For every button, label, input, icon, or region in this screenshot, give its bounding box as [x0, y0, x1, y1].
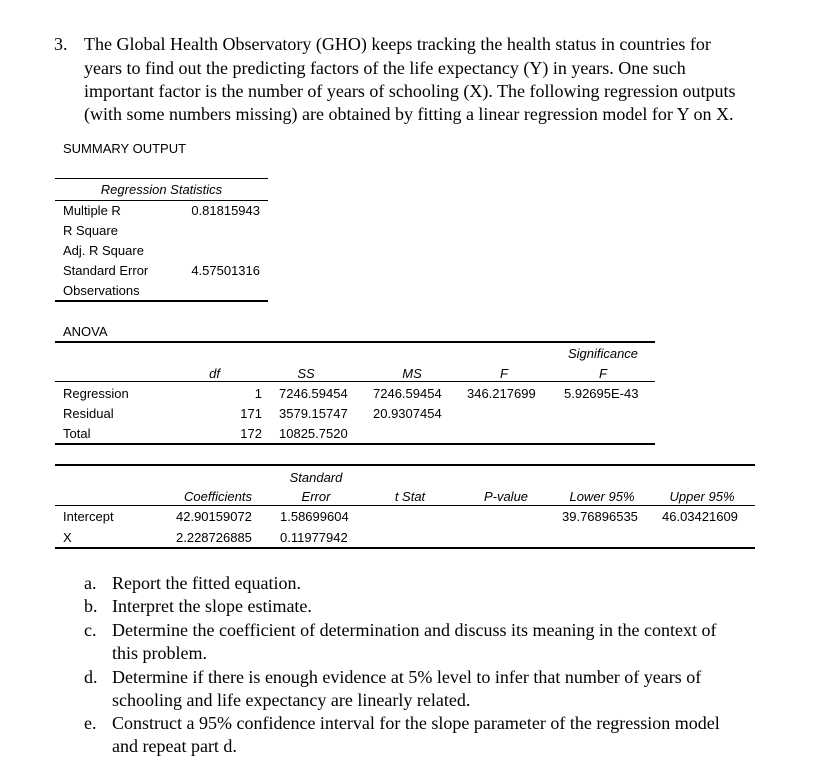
anova-row-label: Residual [63, 406, 114, 421]
anova-row-df: 1 [254, 386, 262, 401]
anova-row-df: 172 [240, 426, 262, 441]
part-letter: a. [84, 573, 97, 593]
part-letter: b. [84, 596, 98, 616]
anova-header-significance: Significance [567, 346, 639, 361]
part-text: Determine the coefficient of determination and discuss its meaning in the context of [112, 620, 717, 640]
anova-title: ANOVA [63, 324, 108, 339]
coef-row-upper-95: 46.03421609 [662, 509, 738, 524]
question-line-1: The Global Health Observatory (GHO) keeps tracking the health status in countries for [84, 34, 711, 54]
coef-header-lower-95: Lower 95% [569, 489, 635, 504]
anova-header-df: df [209, 366, 220, 381]
coef-row-standard-error: 0.11977942 [280, 530, 348, 545]
coef-row-label: Intercept [63, 509, 114, 524]
anova-row-f: 346.217699 [467, 386, 536, 401]
coef-top-rule [55, 464, 755, 466]
question-number: 3. [54, 34, 68, 54]
coef-header-t-stat: t Stat [394, 489, 426, 504]
anova-header-ss: SS [297, 366, 315, 381]
part-text: Interpret the slope estimate. [112, 596, 312, 616]
part-letter: c. [84, 620, 97, 640]
coef-row-lower-95: 39.76896535 [562, 509, 638, 524]
anova-row-significance: 5.92695E-43 [564, 386, 639, 401]
question-line-3: important factor is the number of years of schooling (X). The following regression outputs [84, 81, 736, 101]
regstats-label-adj-r-square: Adj. R Square [63, 243, 144, 258]
anova-header-significance-f: F [599, 366, 607, 381]
part-text: Determine if there is enough evidence at 5% level to infer that number of years of [112, 667, 702, 687]
part-text: Construct a 95% confidence interval for the slope parameter of the regression model [112, 713, 720, 733]
regstats-label-standard-error: Standard Error [63, 263, 149, 278]
anova-row-label: Total [63, 426, 91, 441]
question-line-4: (with some numbers missing) are obtained by fitting a linear regression model for Y on X. [84, 104, 734, 124]
anova-row-ss: 7246.59454 [279, 386, 348, 401]
regstats-bottom-rule [55, 300, 268, 302]
anova-header-ms: MS [402, 366, 422, 381]
coef-header-p-value: P-value [483, 489, 529, 504]
part-text-continued: schooling and life expectancy are linearly related. [112, 690, 471, 710]
coef-header-rule [55, 505, 755, 506]
part-text: Report the fitted equation. [112, 573, 301, 593]
coef-row-coefficient: 42.90159072 [176, 509, 252, 524]
part-text-continued: this problem. [112, 643, 207, 663]
regstats-label-r-square: R Square [63, 223, 118, 238]
anova-bottom-rule [55, 443, 655, 445]
anova-row-df: 171 [240, 406, 262, 421]
anova-header-rule [55, 381, 655, 382]
question-line-2: years to find out the predicting factors of the life expectancy (Y) in years. One such [84, 58, 686, 78]
coef-row-standard-error: 1.58699604 [280, 509, 349, 524]
anova-row-ss: 10825.7520 [279, 426, 348, 441]
regstats-heading-rule [55, 200, 268, 201]
part-text-continued: and repeat part d. [112, 736, 237, 756]
part-letter: e. [84, 713, 97, 733]
coef-header-standard: Standard [289, 470, 343, 485]
coef-row-coefficient: 2.228726885 [176, 530, 252, 545]
coef-header-upper-95: Upper 95% [669, 489, 735, 504]
regstats-heading: Regression Statistics [100, 182, 223, 197]
coef-header-error: Error [301, 489, 331, 504]
anova-header-f: F [500, 366, 508, 381]
regstats-value-standard-error: 4.57501316 [191, 263, 260, 278]
anova-top-rule [55, 341, 655, 343]
anova-row-ss: 3579.15747 [279, 406, 348, 421]
anova-row-ms: 7246.59454 [373, 386, 442, 401]
anova-row-label: Regression [63, 386, 129, 401]
regstats-value-multiple-r: 0.81815943 [191, 203, 260, 218]
regstats-top-rule [55, 178, 268, 179]
coef-bottom-rule [55, 547, 755, 549]
anova-row-ms: 20.9307454 [373, 406, 442, 421]
regstats-label-observations: Observations [63, 283, 140, 298]
regstats-label-multiple-r: Multiple R [63, 203, 121, 218]
summary-title: SUMMARY OUTPUT [63, 141, 187, 156]
coef-header-coefficients: Coefficients [184, 489, 252, 504]
part-letter: d. [84, 667, 98, 687]
coef-row-label: X [63, 530, 72, 545]
